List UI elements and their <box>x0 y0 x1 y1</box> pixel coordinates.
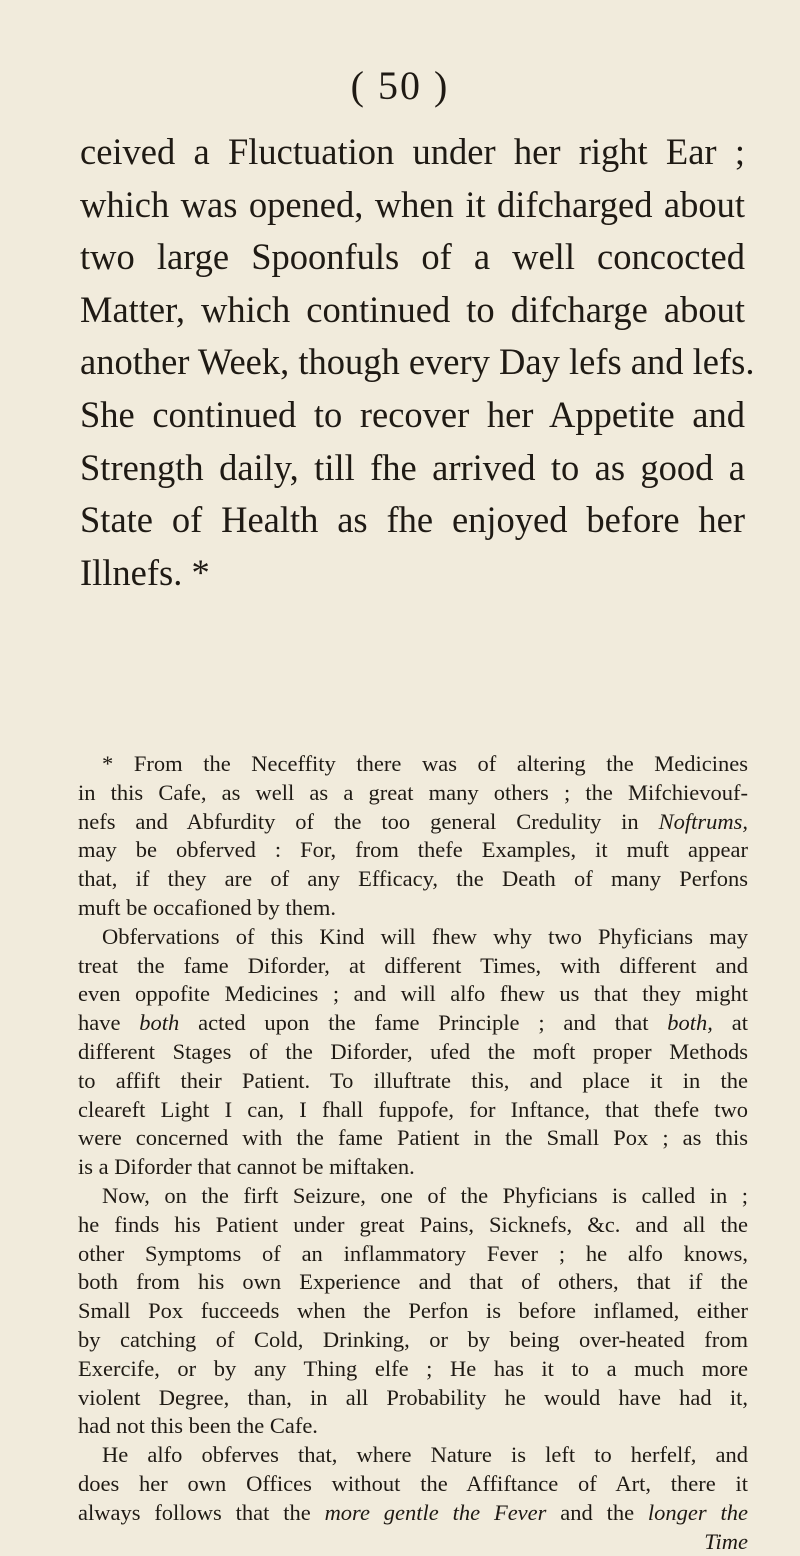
footnote-text: always follows that the <box>78 1499 325 1525</box>
footnote-line: he finds his Patient under great Pains, Sicknefs, &c. and all the <box>78 1211 748 1237</box>
footnote-line: that, if they are of any Efficacy, the Death of many Perfons <box>78 866 748 892</box>
footnote-line <box>78 1009 748 1038</box>
footnote-line: muft be occafioned by them. <box>78 894 337 920</box>
text-line: another Week, though every Day lefs and lefs. <box>80 341 755 383</box>
footnote-text: have <box>78 1010 140 1036</box>
main-paragraph <box>80 126 755 599</box>
italic-term: both, <box>667 1010 713 1036</box>
footnote-line <box>78 1499 748 1528</box>
text-line: Matter, which continued to difcharge about <box>80 288 745 330</box>
footnote-line: to affift their Patient. To illuftrate this, and place it in the <box>78 1067 748 1093</box>
footnote-line <box>78 808 748 837</box>
footnote-line: even oppofite Medicines ; and will alfo fhew us that they might <box>78 981 748 1007</box>
footnote-line: may be obferved : For, from thefe Examples, it muft appear <box>78 837 748 863</box>
text-line: which was opened, when it difcharged about <box>80 183 745 225</box>
text-line: Illnefs. * <box>80 551 210 593</box>
footnote-line: both from his own Experience and that of others, that if the <box>78 1269 748 1295</box>
footnote-line: treat the fame Diforder, at different Times, with different and <box>78 952 748 978</box>
footnote-line: Now, on the firft Seizure, one of the Phyficians is called in ; <box>102 1182 748 1208</box>
text-line: State of Health as fhe enjoyed before her <box>80 499 745 541</box>
page-number: ( 50 ) <box>350 63 450 108</box>
italic-term: more gentle the Fever <box>324 1499 547 1525</box>
footnote-text: acted upon the fame Principle ; and that <box>179 1010 668 1036</box>
footnote-line: different Stages of the Diforder, ufed the moft proper Methods <box>78 1038 748 1064</box>
footnote-line: Exercife, or by any Thing elfe ; He has it to a much more <box>78 1355 748 1381</box>
footnote-text: and the <box>546 1499 648 1525</box>
italic-term: both <box>139 1010 180 1036</box>
footnote-line: other Symptoms of an inflammatory Fever ; he alfo knows, <box>78 1240 748 1266</box>
footnote-line: He alfo obferves that, where Nature is left to herfelf, and <box>102 1442 748 1468</box>
footnote-text: nefs and Abfurdity of the too general Credulity in <box>78 808 659 834</box>
footnote-line: violent Degree, than, in all Probability he would have had it, <box>78 1384 748 1410</box>
footnote-line: had not this been the Cafe. <box>78 1413 318 1439</box>
text-line: Strength daily, till fhe arrived to as good a <box>80 446 745 488</box>
footnote-line: does her own Offices without the Affiftance of Art, there it <box>78 1470 748 1496</box>
text-line: ceived a Fluctuation under her right Ear ; <box>80 131 745 172</box>
italic-term: Noftrums, <box>658 808 748 834</box>
footnote-line: * From the Neceffity there was of altering the Medicines <box>102 751 748 776</box>
text-line: She continued to recover her Appetite and <box>80 393 745 435</box>
footnote-line: in this Cafe, as well as a great many others ; the Mifchievouf- <box>78 779 748 805</box>
text-line: two large Spoonfuls of a well concocted <box>80 236 745 278</box>
footnote-line: Obfervations of this Kind will fhew why two Phyficians may <box>102 923 748 949</box>
footnote-text: at <box>712 1010 748 1036</box>
footnote-line: were concerned with the fame Patient in the Small Pox ; as this <box>78 1125 748 1151</box>
footnote-line: by catching of Cold, Drinking, or by being over-heated from <box>78 1326 748 1352</box>
footnote-line: is a Diforder that cannot be miftaken. <box>78 1154 415 1180</box>
catchword: Time <box>704 1528 748 1554</box>
footnote <box>78 750 748 1556</box>
footnote-line: cleareft Light I can, I fhall fuppofe, for Inftance, that thefe two <box>78 1096 748 1122</box>
footnote-line: Small Pox fucceeds when the Perfon is before inflamed, either <box>78 1298 748 1324</box>
italic-term: longer the <box>647 1499 748 1525</box>
